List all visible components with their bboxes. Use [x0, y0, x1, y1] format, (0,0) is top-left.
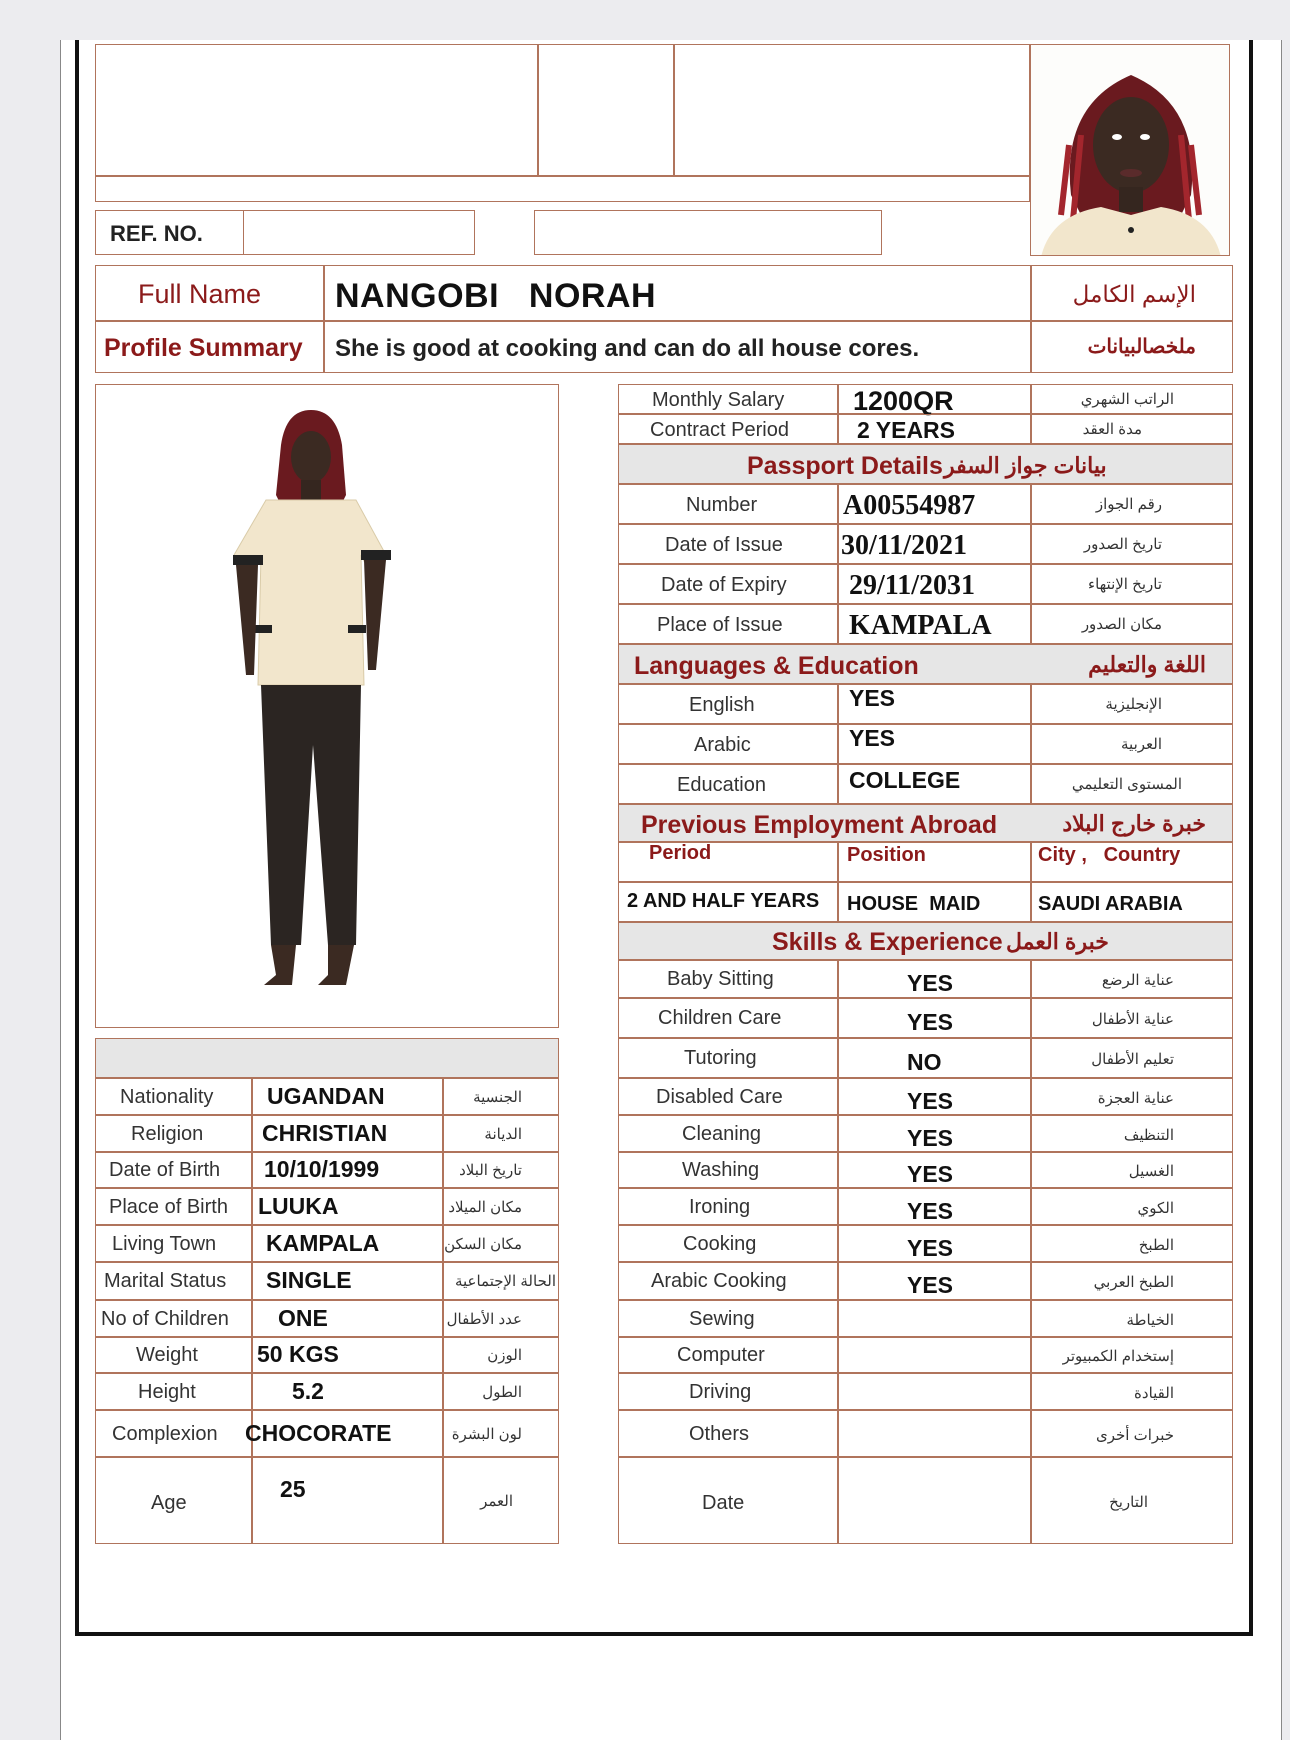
personal-place-of-birth-ar-cell [443, 1188, 559, 1225]
full-name-label-cell [95, 265, 324, 321]
personal-marital-status-value-cell [252, 1262, 443, 1300]
profile-value-cell [324, 321, 1031, 373]
skill-tutoring-ar-cell [1031, 1038, 1233, 1078]
emp-col-period-cell [618, 842, 838, 882]
personal-marital-status-value: SINGLE [266, 1267, 352, 1293]
personal-place-of-birth-label: Place of Birth [109, 1195, 228, 1218]
skills-title: Skills & Experience [772, 928, 1003, 956]
skill-tutoring-ar: تعليم الأطفال [1091, 1051, 1174, 1068]
portrait-image [1031, 45, 1230, 256]
skill-disabled-care-label: Disabled Care [656, 1085, 783, 1108]
skill-disabled-care-ar-cell [1031, 1078, 1233, 1115]
lang-english-ar-cell [1031, 684, 1233, 724]
salary-label-cell [618, 384, 838, 414]
skill-ironing-value-cell [838, 1188, 1031, 1225]
lang-education-ar-cell [1031, 764, 1233, 804]
skill-baby-sitting-label-cell [618, 960, 838, 998]
skill-ironing-ar: الكوي [1137, 1199, 1174, 1217]
passport-place-of-issue-ar: مكان الصدور [1081, 616, 1162, 633]
personal-weight-label-cell [95, 1337, 252, 1373]
skill-children-care-ar-cell [1031, 998, 1233, 1038]
employment-section-header [618, 804, 1233, 842]
personal-living-town-value-cell [252, 1225, 443, 1262]
personal-height-ar-cell [443, 1373, 559, 1410]
passport-date-of-expiry-ar: تاريخ الإنتهاء [1088, 576, 1162, 593]
skill-disabled-care-value: YES [907, 1087, 954, 1114]
skill-driving-value-cell [838, 1373, 1031, 1410]
passport-number-ar: رقم الجواز [1095, 496, 1162, 513]
personal-weight-value: 50 KGS [257, 1341, 339, 1367]
skill-others-ar-cell [1031, 1410, 1233, 1457]
skill-cooking-value: YES [907, 1234, 954, 1261]
passport-date-of-issue-label: Date of Issue [665, 534, 783, 556]
skill-arabic-cooking-ar: الطبخ العربي [1093, 1274, 1174, 1291]
personal-date-of-birth-label: Date of Birth [109, 1159, 221, 1181]
date-ar-cell [1031, 1457, 1233, 1544]
full-name-ar-cell [1031, 265, 1233, 321]
passport-date-of-expiry-label-cell [618, 564, 838, 604]
age-ar: العمر [480, 1493, 513, 1510]
passport-date-of-expiry-label: Date of Expiry [661, 574, 787, 596]
personal-complexion-ar: لون البشرة [451, 1425, 522, 1443]
period-label-cell [618, 414, 838, 444]
lang-arabic-label: Arabic [694, 734, 751, 756]
skill-sewing-label-cell [618, 1300, 838, 1337]
personal-no-of-children-value: ONE [278, 1304, 328, 1331]
skill-arabic-cooking-ar-cell [1031, 1262, 1233, 1300]
personal-living-town-label-cell [95, 1225, 252, 1262]
period-value: 2 YEARS [857, 417, 956, 443]
skill-others-label: Others [689, 1422, 750, 1445]
profile-label: Profile Summary [104, 334, 303, 362]
emp-col-city: City , Country [1038, 844, 1181, 866]
passport-date-of-expiry-value-cell [838, 564, 1031, 604]
passport-date-of-issue-ar: تاريخ الصدور [1083, 536, 1162, 553]
header-box-2 [538, 44, 674, 176]
skill-sewing-label: Sewing [689, 1307, 755, 1330]
full-body-photo [95, 384, 559, 1028]
skill-ironing-label: Ironing [689, 1195, 751, 1218]
skill-computer-value-cell [838, 1337, 1031, 1373]
lang-education-value-cell [838, 764, 1031, 804]
skill-computer-label-cell [618, 1337, 838, 1373]
ref-label-cell [95, 210, 243, 255]
skill-tutoring-label: Tutoring [684, 1047, 757, 1069]
personal-marital-status-label-cell [95, 1262, 252, 1300]
skill-children-care-label: Children Care [658, 1007, 782, 1029]
profile-label-cell [95, 321, 324, 373]
salary-value-cell [838, 384, 1031, 414]
passport-title-ar: بيانات جواز السفر [944, 453, 1107, 478]
header-box-1 [95, 44, 538, 176]
age-label-cell [95, 1457, 252, 1544]
skill-others-value-cell [838, 1410, 1031, 1457]
passport-place-of-issue-value-cell [838, 604, 1031, 644]
personal-nationality-ar-cell [443, 1078, 559, 1115]
skill-driving-label-cell [618, 1373, 838, 1410]
personal-header-band [95, 1038, 559, 1078]
skill-disabled-care-ar: عناية العجزة [1097, 1089, 1174, 1107]
personal-place-of-birth-ar: مكان الميلاد [448, 1198, 522, 1216]
personal-no-of-children-value-cell [252, 1300, 443, 1337]
ref-label: REF. NO. [110, 221, 203, 246]
full-name-value: NANGOBI NORAH [335, 277, 657, 315]
skill-washing-label-cell [618, 1152, 838, 1188]
profile-value: She is good at cooking and can do all house cores. [335, 335, 920, 362]
skill-sewing-ar-cell [1031, 1300, 1233, 1337]
employment-title-ar: خبرة خارج البلاد [1062, 811, 1206, 836]
personal-living-town-ar: مكان السكن [444, 1235, 522, 1253]
passport-date-of-issue-value: 30/11/2021 [841, 530, 968, 561]
personal-marital-status-ar: الحالة الإجتماعية [454, 1273, 556, 1290]
personal-religion-label-cell [95, 1115, 252, 1152]
skill-cleaning-value-cell [838, 1115, 1031, 1152]
skill-computer-label: Computer [677, 1344, 765, 1366]
skill-baby-sitting-ar: عناية الرضع [1101, 972, 1174, 989]
profile-ar-cell [1031, 321, 1233, 373]
period-value-cell [838, 414, 1031, 444]
lang-english-value-cell [838, 684, 1031, 724]
lang-education-value: COLLEGE [849, 767, 961, 793]
personal-complexion-ar-cell [443, 1410, 559, 1457]
emp-position-cell [838, 882, 1031, 922]
personal-weight-ar: الوزن [487, 1347, 522, 1364]
passport-place-of-issue-label-cell [618, 604, 838, 644]
skill-washing-label: Washing [682, 1159, 760, 1181]
personal-place-of-birth-value-cell [252, 1188, 443, 1225]
skill-cleaning-value: YES [907, 1124, 954, 1151]
employment-title: Previous Employment Abroad [641, 811, 998, 839]
skill-children-care-ar: عناية الأطفال [1091, 1011, 1174, 1028]
salary-value: 1200QR [853, 386, 954, 416]
ref-extra-field[interactable] [534, 210, 882, 255]
languages-title: Languages & Education [634, 652, 919, 680]
personal-place-of-birth-value: LUUKA [258, 1192, 339, 1219]
personal-no-of-children-label: No of Children [101, 1307, 229, 1330]
skill-ironing-label-cell [618, 1188, 838, 1225]
skill-cooking-ar: الطبخ [1138, 1236, 1174, 1254]
full-name-label: Full Name [138, 279, 262, 309]
date-value-field[interactable] [838, 1457, 1031, 1544]
passport-number-label: Number [686, 494, 758, 516]
emp-position-value: HOUSE MAID [847, 893, 981, 915]
lang-english-value: YES [849, 685, 896, 711]
personal-marital-status-label: Marital Status [104, 1270, 227, 1292]
personal-no-of-children-ar-cell [443, 1300, 559, 1337]
skill-computer-ar-cell [1031, 1337, 1233, 1373]
personal-height-label-cell [95, 1373, 252, 1410]
profile-ar: ملخصالبيانات [1087, 336, 1196, 358]
emp-col-position-cell [838, 842, 1031, 882]
skill-arabic-cooking-value: YES [907, 1272, 954, 1298]
personal-living-town-ar-cell [443, 1225, 559, 1262]
passport-date-of-issue-ar-cell [1031, 524, 1233, 564]
skill-washing-value: YES [907, 1161, 954, 1187]
emp-col-position: Position [847, 844, 926, 866]
age-value-cell [252, 1457, 443, 1544]
skills-section-header [618, 922, 1233, 960]
personal-living-town-value: KAMPALA [266, 1229, 380, 1256]
passport-section-header [618, 444, 1233, 484]
skill-sewing-value-cell [838, 1300, 1031, 1337]
skill-driving-label: Driving [689, 1380, 752, 1403]
skill-driving-ar: القيادة [1134, 1384, 1174, 1402]
date-label: Date [702, 1492, 745, 1514]
salary-ar: الراتب الشهري [1080, 391, 1174, 408]
full-name-value-cell [324, 265, 1031, 321]
ref-number-field[interactable] [243, 210, 475, 255]
lang-english-label: English [689, 694, 755, 716]
emp-country-value: SAUDI ARABIA [1038, 893, 1183, 915]
personal-no-of-children-label-cell [95, 1300, 252, 1337]
period-label: Contract Period [650, 419, 789, 441]
skill-baby-sitting-ar-cell [1031, 960, 1233, 998]
passport-date-of-issue-label-cell [618, 524, 838, 564]
skill-cleaning-ar: التنظيف [1123, 1126, 1174, 1144]
skill-arabic-cooking-label-cell [618, 1262, 838, 1300]
passport-number-value-cell [838, 484, 1031, 524]
skill-driving-ar-cell [1031, 1373, 1233, 1410]
skill-cooking-ar-cell [1031, 1225, 1233, 1262]
personal-living-town-label: Living Town [112, 1232, 217, 1255]
personal-religion-label: Religion [131, 1122, 204, 1145]
skill-baby-sitting-label: Baby Sitting [667, 968, 774, 990]
skill-disabled-care-label-cell [618, 1078, 838, 1115]
full-body-image [96, 385, 559, 1028]
date-ar: التاريخ [1109, 1494, 1148, 1511]
passport-date-of-expiry-ar-cell [1031, 564, 1233, 604]
date-label-cell [618, 1457, 838, 1544]
age-ar-cell [443, 1457, 559, 1544]
lang-english-ar: الإنجليزية [1105, 696, 1162, 713]
personal-date-of-birth-ar: تاريخ البلاد [459, 1162, 522, 1179]
personal-height-ar: الطول [482, 1383, 522, 1401]
skill-children-care-value-cell [838, 998, 1031, 1038]
skill-washing-ar-cell [1031, 1152, 1233, 1188]
personal-nationality-ar: الجنسية [473, 1088, 522, 1106]
skill-ironing-value: YES [907, 1197, 954, 1224]
personal-place-of-birth-label-cell [95, 1188, 252, 1225]
skill-sewing-ar: الخياطة [1126, 1311, 1174, 1329]
personal-height-value-cell [252, 1373, 443, 1410]
personal-date-of-birth-value-cell [252, 1152, 443, 1188]
skill-others-label-cell [618, 1410, 838, 1457]
lang-arabic-label-cell [618, 724, 838, 764]
header-box-3 [674, 44, 1030, 176]
emp-col-period: Period [649, 842, 712, 864]
skill-arabic-cooking-value-cell [838, 1262, 1031, 1300]
skill-cooking-value-cell [838, 1225, 1031, 1262]
personal-complexion-label: Complexion [112, 1422, 218, 1445]
lang-arabic-ar: العربية [1121, 736, 1162, 753]
age-label: Age [151, 1492, 187, 1514]
passport-number-value: A00554987 [843, 490, 976, 521]
languages-section-header [618, 644, 1233, 684]
personal-height-label: Height [138, 1380, 196, 1403]
personal-weight-label: Weight [136, 1344, 198, 1366]
skill-baby-sitting-value-cell [838, 960, 1031, 998]
lang-english-label-cell [618, 684, 838, 724]
header-strip [95, 176, 1030, 202]
passport-place-of-issue-ar-cell [1031, 604, 1233, 644]
skill-washing-ar: الغسيل [1128, 1163, 1174, 1180]
personal-religion-value: CHRISTIAN [262, 1119, 388, 1146]
salary-label: Monthly Salary [652, 389, 785, 411]
personal-religion-ar-cell [443, 1115, 559, 1152]
languages-title-ar: اللغة والتعليم [1088, 652, 1206, 677]
emp-period-cell [618, 882, 838, 922]
personal-complexion-value: CHOCORATE [245, 1419, 392, 1446]
personal-nationality-label: Nationality [120, 1085, 214, 1108]
lang-arabic-value: YES [849, 725, 896, 751]
lang-education-ar: المستوى التعليمي [1071, 776, 1182, 793]
skill-others-ar: خبرات أخرى [1096, 1426, 1174, 1444]
passport-date-of-issue-value-cell [838, 524, 1031, 564]
full-name-ar: الإسم الكامل [1072, 281, 1196, 307]
salary-ar-cell [1031, 384, 1233, 414]
skill-arabic-cooking-label: Arabic Cooking [651, 1270, 787, 1292]
lang-arabic-ar-cell [1031, 724, 1233, 764]
skill-tutoring-value: NO [907, 1049, 942, 1075]
personal-nationality-value-cell [252, 1078, 443, 1115]
personal-no-of-children-ar: عدد الأطفال [446, 1310, 522, 1328]
lang-education-label: Education [677, 774, 766, 796]
personal-complexion-label-cell [95, 1410, 252, 1457]
personal-weight-ar-cell [443, 1337, 559, 1373]
personal-nationality-label-cell [95, 1078, 252, 1115]
skill-tutoring-value-cell [838, 1038, 1031, 1078]
personal-date-of-birth-ar-cell [443, 1152, 559, 1188]
skill-cooking-label: Cooking [683, 1232, 757, 1255]
personal-nationality-value: UGANDAN [267, 1082, 385, 1109]
passport-number-label-cell [618, 484, 838, 524]
personal-marital-status-ar-cell [443, 1262, 559, 1300]
skill-cleaning-label-cell [618, 1115, 838, 1152]
portrait-photo [1030, 44, 1230, 256]
skill-disabled-care-value-cell [838, 1078, 1031, 1115]
skill-cleaning-ar-cell [1031, 1115, 1233, 1152]
period-ar-cell [1031, 414, 1233, 444]
personal-weight-value-cell [252, 1337, 443, 1373]
emp-col-city-cell [1031, 842, 1233, 882]
skill-washing-value-cell [838, 1152, 1031, 1188]
skill-cleaning-label: Cleaning [682, 1122, 761, 1145]
personal-complexion-value-cell [245, 1410, 443, 1457]
personal-height-value: 5.2 [292, 1377, 324, 1404]
personal-religion-ar: الديانة [484, 1125, 522, 1143]
lang-arabic-value-cell [838, 724, 1031, 764]
emp-country-cell [1031, 882, 1233, 922]
skill-cooking-label-cell [618, 1225, 838, 1262]
passport-number-ar-cell [1031, 484, 1233, 524]
skill-children-care-label-cell [618, 998, 838, 1038]
skill-children-care-value: YES [907, 1009, 954, 1035]
skill-baby-sitting-value: YES [907, 970, 954, 996]
passport-place-of-issue-label: Place of Issue [657, 614, 783, 636]
skill-computer-ar: إستخدام الكمبيوتر [1062, 1348, 1174, 1365]
personal-date-of-birth-value: 10/10/1999 [264, 1156, 380, 1182]
skills-title-ar: خبرة العمل [1006, 929, 1109, 954]
emp-period-value: 2 AND HALF YEARS [627, 890, 820, 912]
passport-place-of-issue-value: KAMPALA [849, 610, 992, 641]
personal-religion-value-cell [252, 1115, 443, 1152]
skill-tutoring-label-cell [618, 1038, 838, 1078]
age-value: 25 [280, 1476, 306, 1502]
skill-ironing-ar-cell [1031, 1188, 1233, 1225]
period-ar: مدة العقد [1082, 421, 1142, 438]
passport-date-of-expiry-value: 29/11/2031 [849, 570, 976, 601]
personal-date-of-birth-label-cell [95, 1152, 252, 1188]
passport-title: Passport Details [747, 452, 943, 480]
lang-education-label-cell [618, 764, 838, 804]
